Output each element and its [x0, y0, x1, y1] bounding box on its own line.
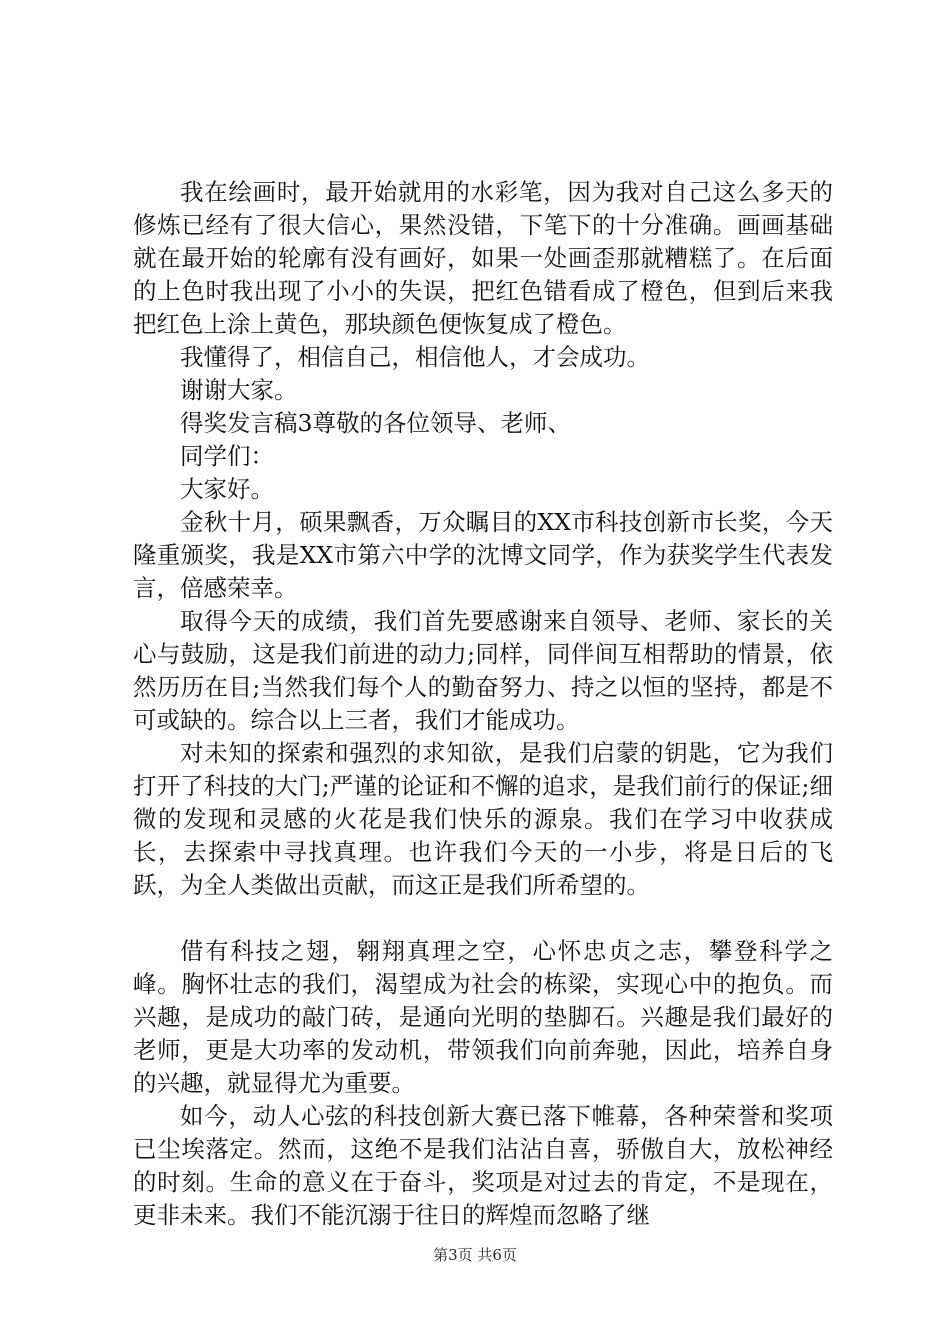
paragraph-drawing: 我在绘画时，最开始就用的水彩笔，因为我对自己这么多天的修炼已经有了很大信心，果然没错，下笔下的十分准确。画画基础就在最开始的轮廓有没有画好，如果一处画歪那就糟糕了。在后面的上色时我出现了小小的失误，把红色错看成了橙色，但到后来我把红色上涂上黄色，那块颜色便恢复成了橙色。 [133, 178, 833, 338]
paragraph-gratitude: 取得今天的成绩，我们首先要感谢来自领导、老师、家长的关心与鼓励，这是我们前进的动力;同样，同伴间互相帮助的情景，依然历历在目;当然我们每个人的勤奋努力、持之以恒的坚持，都是不可或缺的。综合以上三者，我们才能成功。 [133, 607, 833, 734]
page-number-footer: 第3页 共6页 [433, 1246, 517, 1264]
paragraph-thanks: 谢谢大家。 [180, 376, 298, 404]
blank-line [133, 902, 833, 935]
paragraph-greeting: 大家好。 [180, 475, 274, 503]
paragraph-lesson: 我懂得了，相信自己，相信他人，才会成功。 [180, 343, 650, 371]
document-body [133, 176, 833, 1232]
paragraph-speech-title: 得奖发言稿3尊敬的各位领导、老师、 [180, 409, 571, 437]
paragraph-exploration: 对未知的探索和强烈的求知欲，是我们启蒙的钥匙，它为我们打开了科技的大门;严谨的论证和不懈的追求，是我们前行的保证;细微的发现和灵感的火花是我们快乐的源泉。我们在学习中收获成长，去探索中寻找真理。也许我们今天的一小步，将是日后的飞跃，为全人类做出贡献，而这正是我们所希望的。 [133, 739, 833, 899]
paragraph-future: 如今，动人心弦的科技创新大赛已落下帷幕，各种荣誉和奖项已尘埃落定。然而，这绝不是我们沾沾自喜，骄傲自大，放松神经的时刻。生命的意义在于奋斗，奖项是对过去的肯定，不是现在，更非未来。我们不能沉溺于往日的辉煌而忽略了继 [133, 1102, 833, 1229]
paragraph-award-intro: 金秋十月，硕果飘香，万众瞩目的XX市科技创新市长奖，今天隆重颁奖，我是XX市第六中学的沈博文同学，作为获奖学生代表发言，倍感荣幸。 [133, 508, 833, 602]
paragraph-ambition: 借有科技之翅，翱翔真理之空，心怀忠贞之志，攀登科学之峰。胸怀壮志的我们，渴望成为社会的栋梁，实现心中的抱负。而兴趣，是成功的敲门砖，是通向光明的垫脚石。兴趣是我们最好的老师，更是大功率的发动机，带领我们向前奔驰，因此，培养自身的兴趣，就显得尤为重要。 [133, 937, 833, 1097]
paragraph-salutation: 同学们： [180, 442, 274, 470]
